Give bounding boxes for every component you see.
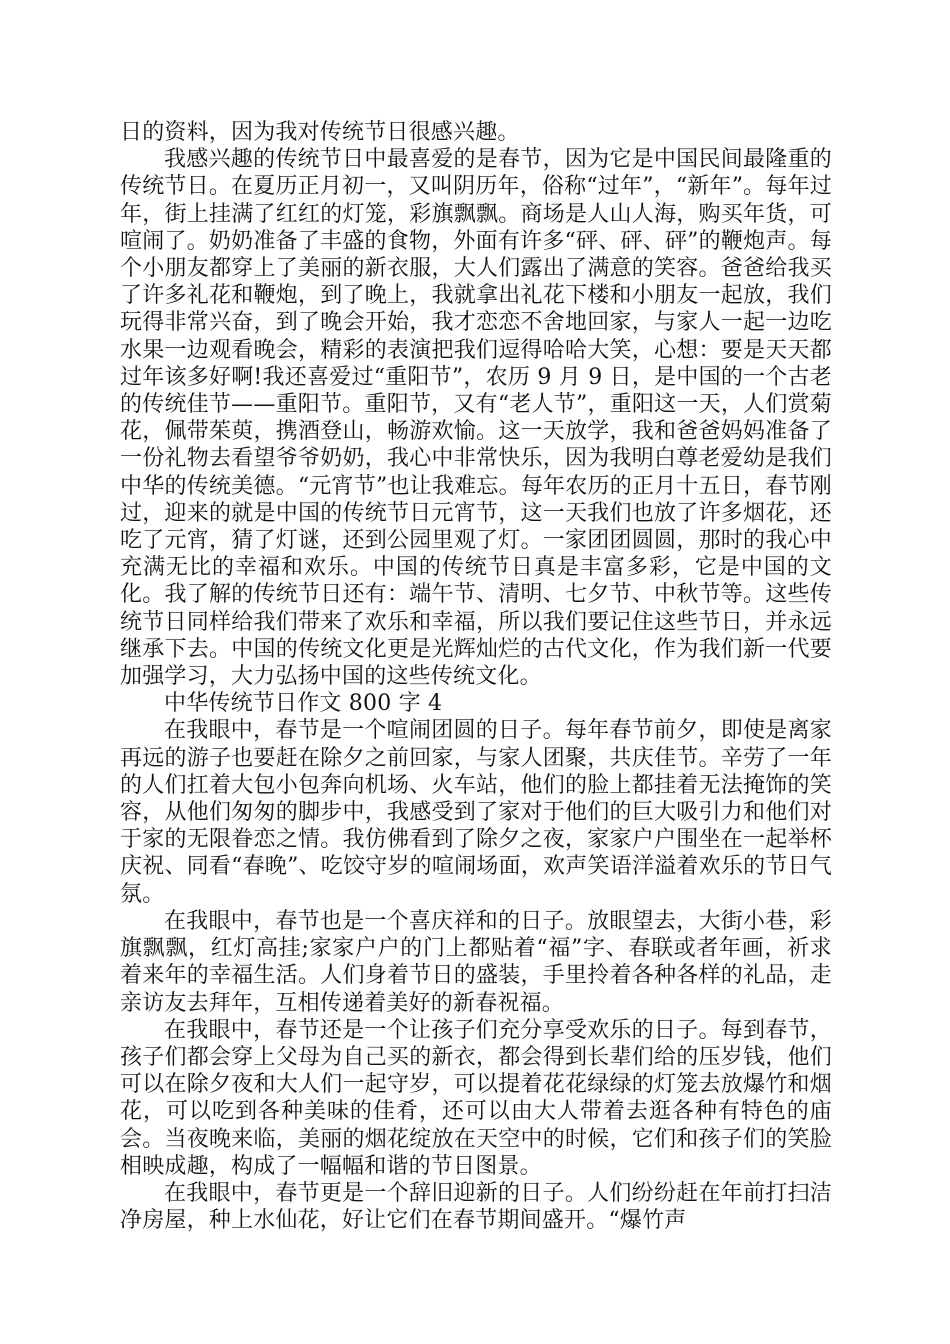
paragraph-new-year: 在我眼中，春节更是一个辞旧迎新的日子。人们纷纷赶在年前打扫洁净房屋，种上水仙花，好让它们在春节期间盛开。“爆竹声 [120,1180,832,1234]
paragraph-reunion: 在我眼中，春节是一个喧闹团圆的日子。每年春节前夕，即使是离家再远的游子也要赶在除夕之前回家，与家人团聚，共庆佳节。辛劳了一年的人们扛着大包小包奔向机场、火车站，他们的脸上都挂着无法掩饰的笑容，从他们匆匆的脚步中，我感受到了家对于他们的巨大吸引力和他们对于家的无限眷恋之情。我仿佛看到了除夕之夜，家家户户围坐在一起举杯庆祝、同看“春晚”、吃饺守岁的喧闹场面，欢声笑语洋溢着欢乐的节日气氛。 [120,718,832,907]
paragraph-children: 在我眼中，春节还是一个让孩子们充分享受欢乐的日子。每到春节，孩子们都会穿上父母为自己买的新衣，都会得到长辈们给的压岁钱，他们可以在除夕夜和大人们一起守岁，可以提着花花绿绿的灯笼去放爆竹和烟花，可以吃到各种美味的佳肴，还可以由大人带着去逛各种有特色的庙会。当夜晚来临，美丽的烟花绽放在天空中的时候，它们和孩子们的笑脸相映成趣，构成了一幅幅和谐的节日图景。 [120,1017,832,1179]
paragraph-continued: 日的资料，因为我对传统节日很感兴趣。 [120,120,520,145]
paragraph-festive: 在我眼中，春节也是一个喜庆祥和的日子。放眼望去，大街小巷，彩旗飘飘，红灯高挂;家家户户的门上都贴着“福”字、春联或者年画，祈求着来年的幸福生活。人们身着节日的盛装，手里拎着各种各样的礼品，走亲访友去拜年，互相传递着美好的新春祝福。 [120,908,832,1016]
document-body [120,119,832,1234]
paragraph-spring-festival: 我感兴趣的传统节日中最喜爱的是春节，因为它是中国民间最隆重的传统节日。在夏历正月初一，又叫阴历年，俗称“过年”，“新年”。每年过年，街上挂满了红红的灯笼，彩旗飘飘。商场是人山人海，购买年货，可喧闹了。奶奶准备了丰盛的食物，外面有许多“砰、砰、砰”的鞭炮声。每个小朋友都穿上了美丽的新衣服，大人们露出了满意的笑容。爸爸给我买了许多礼花和鞭炮，到了晚上，我就拿出礼花下楼和小朋友一起放，我们玩得非常兴奋，到了晚会开始，我才恋恋不舍地回家，与家人一起一边吃水果一边观看晚会，精彩的表演把我们逗得哈哈大笑，心想：要是天天都过年该多好啊!我还喜爱过“重阳节”，农历 9 月 9 日，是中国的一个古老的传统佳节——重阳节。重阳节，又有“老人节”，重阳这一天，人们赏菊花，佩带茱萸，携酒登山，畅游欢愉。这一天放学，我和爸爸妈妈准备了一份礼物去看望爷爷奶奶，我心中非常快乐，因为我明白尊老爱幼是我们中华的传统美德。“元宵节”也让我难忘。每年农历的正月十五日，春节刚过，迎来的就是中国的传统节日元宵节，这一天我们也放了许多烟花，还吃了元宵，猜了灯谜，还到公园里观了灯。一家团团圆圆，那时的我心中充满无比的幸福和欢乐。中国的传统节日真是丰富多彩，它是中国的文化。我了解的传统节日还有：端午节、清明、七夕节、中秋节等。这些传统节日同样给我们带来了欢乐和幸福，所以我们要记住这些节日，并永远继承下去。中国的传统文化更是光辉灿烂的古代文化，作为我们新一代要加强学习，大力弘扬中国的这些传统文化。 [120,147,832,690]
essay-heading: 中华传统节日作文 800 字 4 [164,691,443,717]
